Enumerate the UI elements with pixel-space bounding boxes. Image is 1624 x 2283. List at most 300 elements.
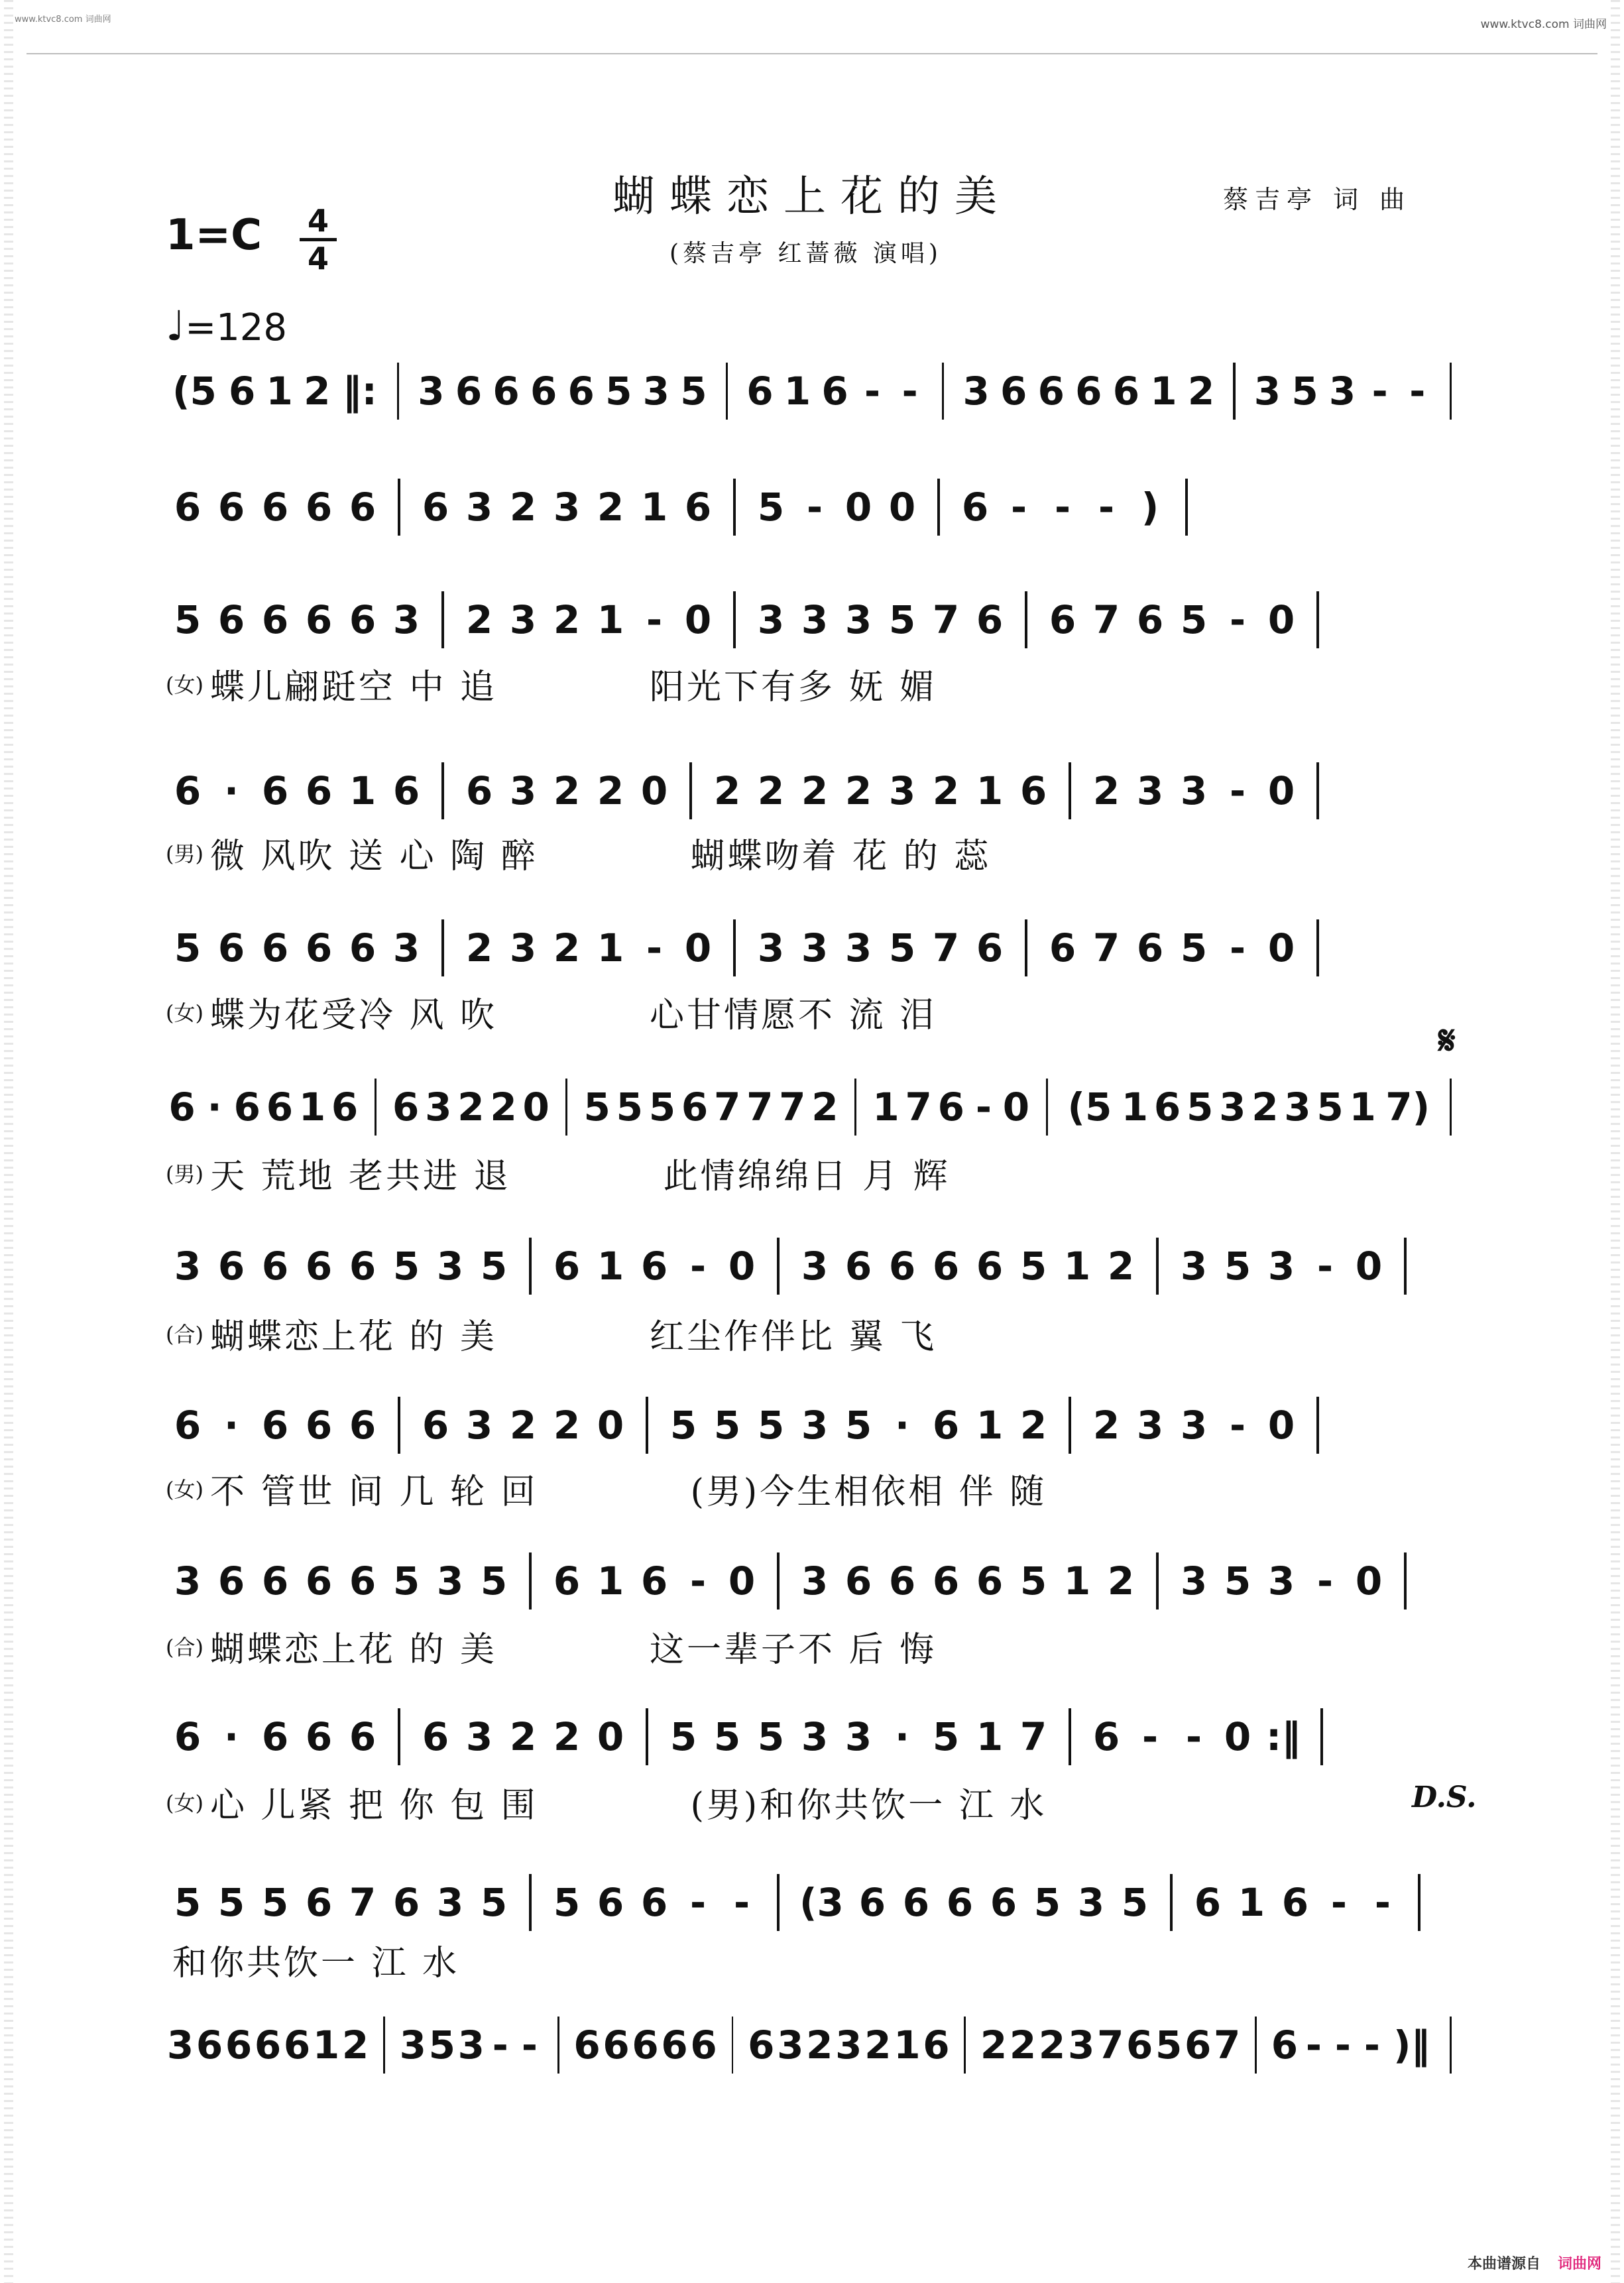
- note-token: 6: [902, 1880, 930, 1925]
- note-token: -: [1330, 1880, 1347, 1925]
- note-token: 2: [509, 485, 537, 530]
- bar-line: [398, 1708, 400, 1765]
- note-token: 6: [976, 597, 1004, 642]
- lyric-segment: 红尘作伴比 翼 飞: [650, 1317, 937, 1357]
- tempo-value: =128: [185, 306, 288, 349]
- note-token: 5: [888, 597, 916, 642]
- lyric-segment: 这一辈子不 后 悔: [650, 1629, 937, 1670]
- note-token: 6: [349, 1403, 377, 1448]
- note-token: 5: [480, 1558, 508, 1604]
- note-token: 2: [713, 768, 741, 813]
- note-token: 3: [436, 1558, 464, 1604]
- note-token: -: [864, 369, 881, 414]
- note-token: 3: [844, 597, 872, 642]
- note-token: 0: [1355, 1244, 1383, 1289]
- lyric-segment: 微 风吹 送 心 陶 醉: [209, 836, 538, 876]
- note-token: 6: [888, 1558, 916, 1604]
- notation-row: [166, 1236, 1465, 1296]
- lyric-segment: 此情绵绵日 月 辉: [663, 1156, 951, 1197]
- note-token: 6: [932, 1403, 960, 1448]
- notation-row: [166, 1077, 1465, 1137]
- note-token: 1: [1150, 369, 1177, 414]
- note-token: 7): [1385, 1084, 1430, 1130]
- note-token: ·: [223, 1403, 239, 1448]
- note-token: 5: [616, 1084, 643, 1130]
- note-token: ·: [894, 1714, 910, 1759]
- bar-line: [1316, 919, 1319, 976]
- note-token: 6: [946, 1880, 974, 1925]
- time-signature-bottom: 4: [307, 241, 329, 276]
- bar-line: [1156, 1238, 1159, 1295]
- note-token: 3: [392, 597, 420, 642]
- note-token: -: [1334, 2022, 1351, 2068]
- note-token: 6: [392, 1880, 420, 1925]
- note-token: 3: [166, 2022, 194, 2068]
- note-token: 6: [597, 1880, 624, 1925]
- note-token: 6: [937, 1084, 964, 1130]
- note-token: 6: [1019, 768, 1047, 813]
- note-token: 5: [553, 1880, 581, 1925]
- note-token: 5: [888, 925, 916, 970]
- note-token: 6: [1092, 1714, 1120, 1759]
- note-token: 3: [777, 2022, 804, 2068]
- note-token: 7: [713, 1084, 741, 1130]
- note-token: 0: [844, 485, 872, 530]
- note-token: 0: [1267, 597, 1295, 642]
- note-token: 3: [174, 1558, 202, 1604]
- lyric-segment: 天 荒地 老共进 退: [209, 1156, 511, 1197]
- left-edge-pattern: [4, 0, 13, 2283]
- note-token: 1: [597, 925, 624, 970]
- note-token: 3: [1328, 369, 1356, 414]
- note-token: 5: [174, 925, 202, 970]
- lyric-line: [166, 663, 1465, 707]
- note-token: 6: [455, 369, 483, 414]
- tempo-marking: [166, 302, 287, 350]
- note-token: 6: [923, 2022, 950, 2068]
- note-token: 6: [530, 369, 557, 414]
- note-token: -: [521, 2022, 538, 2068]
- note-token: 5: [757, 1714, 785, 1759]
- note-token: 0: [1267, 925, 1295, 970]
- note-token: 2: [1009, 2022, 1037, 2068]
- note-token: 5: [1180, 597, 1208, 642]
- quarter-note-icon: ♩: [166, 302, 186, 350]
- note-token: -: [646, 597, 663, 642]
- note-token: -: [689, 1880, 707, 1925]
- note-token: 2: [980, 2022, 1008, 2068]
- note-token: 6: [233, 1084, 261, 1130]
- note-token: 3: [436, 1880, 464, 1925]
- note-token: 7: [1019, 1714, 1047, 1759]
- note-token: 5: [757, 1403, 785, 1448]
- note-token: 6: [349, 485, 377, 530]
- note-token: 6: [844, 1244, 872, 1289]
- note-token: 7: [349, 1880, 377, 1925]
- note-token: 5: [680, 369, 707, 414]
- right-edge-pattern: [1611, 0, 1620, 2283]
- lyric-line: [166, 1152, 1465, 1197]
- lyric-segment: (男)和你共饮一 江 水: [690, 1785, 1047, 1826]
- bar-line: [1450, 1079, 1452, 1136]
- bar-line: [1320, 1708, 1323, 1765]
- bar-line: [1069, 1397, 1071, 1454]
- note-token: 1: [976, 1714, 1004, 1759]
- note-token: 6: [932, 1558, 960, 1604]
- note-token: 5: [392, 1558, 420, 1604]
- part-label: (男): [166, 1161, 203, 1187]
- note-token: 6: [1271, 2022, 1299, 2068]
- bar-line: [733, 479, 736, 536]
- footer-source: [1468, 2253, 1601, 2273]
- note-token: -: [1054, 485, 1071, 530]
- note-token: -: [492, 2022, 508, 2068]
- note-token: 1: [976, 768, 1004, 813]
- note-token: 1: [1121, 1084, 1149, 1130]
- note-token: 6: [1075, 369, 1102, 414]
- site-watermark-left[interactable]: www.ktvc8.com 词曲网: [15, 15, 111, 25]
- notation-row: [166, 1873, 1465, 1932]
- note-token: ‖:: [342, 369, 377, 414]
- notation-row: [166, 1707, 1465, 1767]
- note-token: 5: [1224, 1558, 1251, 1604]
- note-token: 2: [1019, 1403, 1047, 1448]
- note-token: 0: [597, 1714, 624, 1759]
- note-token: 2: [1092, 768, 1120, 813]
- note-token: 6: [990, 1880, 1017, 1925]
- note-token: 1: [783, 369, 811, 414]
- note-token: 0: [888, 485, 916, 530]
- bar-line: [1069, 762, 1071, 819]
- note-token: 0: [728, 1244, 756, 1289]
- note-token: 2: [806, 2022, 833, 2068]
- lyric-segment: 阳光下有多 妩 媚: [650, 667, 937, 707]
- singers-credit: (蔡吉亭 红蔷薇 演唱): [669, 240, 942, 267]
- note-token: 7: [932, 597, 960, 642]
- note-token: 1: [597, 597, 624, 642]
- note-token: 6: [261, 485, 289, 530]
- note-token: 1: [894, 2022, 921, 2068]
- lyric-line: [166, 1625, 1465, 1670]
- bar-line: [1450, 2017, 1452, 2074]
- note-token: 2: [1092, 1403, 1120, 1448]
- lyric-segment: 心 儿紧 把 你 包 围: [209, 1785, 538, 1826]
- note-token: 7: [746, 1084, 774, 1130]
- note-token: 1: [597, 1244, 624, 1289]
- note-token: 6: [392, 768, 420, 813]
- note-token: 5: [1180, 925, 1208, 970]
- note-token: 6: [681, 1084, 709, 1130]
- note-token: -: [689, 1244, 707, 1289]
- note-token: 2: [864, 2022, 892, 2068]
- note-token: 6: [174, 768, 202, 813]
- note-token: 3: [1136, 768, 1164, 813]
- note-token: 3: [1180, 1403, 1208, 1448]
- note-token: 6: [976, 925, 1004, 970]
- note-token: 6: [261, 1403, 289, 1448]
- note-token: ·: [223, 1714, 239, 1759]
- note-token: 3: [1136, 1403, 1164, 1448]
- bar-line: [529, 1238, 532, 1295]
- note-token: 6: [217, 1558, 245, 1604]
- lyric-segment: 蝶为花受冷 风 吹: [209, 995, 498, 1035]
- notation-row: [166, 2015, 1465, 2075]
- note-token: 3: [801, 1403, 829, 1448]
- note-token: 3: [1219, 1084, 1246, 1130]
- note-token: -: [1316, 1558, 1334, 1604]
- note-token: 6: [305, 1558, 333, 1604]
- note-token: 6: [1000, 369, 1027, 414]
- note-token: 2: [932, 768, 960, 813]
- part-label: (女): [166, 1000, 203, 1025]
- note-token: 3: [509, 597, 537, 642]
- note-token: 0: [1267, 1403, 1295, 1448]
- lyric-line: [166, 1313, 1465, 1357]
- note-token: 6: [225, 2022, 253, 2068]
- note-token: 0: [597, 1403, 624, 1448]
- note-token: 3: [436, 1244, 464, 1289]
- note-token: 6: [684, 485, 712, 530]
- notation-row: [166, 761, 1465, 821]
- note-token: 5: [1186, 1084, 1214, 1130]
- note-token: 6: [553, 1244, 581, 1289]
- dal-segno-mark: D.S.: [1412, 1781, 1477, 1814]
- top-rule: [27, 53, 1597, 54]
- note-token: 6: [349, 1244, 377, 1289]
- note-token: 1: [1349, 1084, 1376, 1130]
- note-token: 3: [553, 485, 581, 530]
- note-token: -: [1305, 2022, 1322, 2068]
- note-token: 0: [522, 1084, 550, 1130]
- note-token: 6: [932, 1244, 960, 1289]
- note-token: 6: [422, 485, 449, 530]
- note-token: -: [1098, 485, 1115, 530]
- note-token: 5: [1033, 1880, 1061, 1925]
- note-token: 2: [304, 369, 331, 414]
- note-token: 6: [305, 1403, 333, 1448]
- note-token: 0: [1224, 1714, 1251, 1759]
- note-token: 3: [418, 369, 445, 414]
- bar-line: [733, 919, 736, 976]
- bar-line: [1025, 919, 1027, 976]
- note-token: :‖: [1266, 1714, 1301, 1759]
- note-token: 5: [713, 1714, 741, 1759]
- note-token: 2: [811, 1084, 839, 1130]
- note-token: 6: [1153, 1084, 1181, 1130]
- note-token: 3: [642, 369, 670, 414]
- note-token: -: [1409, 369, 1426, 414]
- note-token: 5: [392, 1244, 420, 1289]
- note-token: 6: [1185, 2022, 1212, 2068]
- note-token: 5: [174, 597, 202, 642]
- note-token: 5: [669, 1714, 697, 1759]
- note-token: 6: [976, 1244, 1004, 1289]
- bar-line: [565, 1079, 567, 1136]
- note-token: 7: [1092, 925, 1120, 970]
- note-token: 6: [266, 1084, 294, 1130]
- note-token: -: [1363, 2022, 1380, 2068]
- note-token: 6: [632, 2022, 659, 2068]
- note-token: 6: [493, 369, 520, 414]
- note-token: 6: [603, 2022, 630, 2068]
- lyric-line: [166, 1781, 1465, 1826]
- note-token: 5: [261, 1880, 289, 1925]
- note-token: 3: [1253, 369, 1281, 414]
- note-token: 2: [801, 768, 829, 813]
- bar-line: [1185, 479, 1188, 536]
- site-watermark-right[interactable]: www.ktvc8.com 词曲网: [1480, 18, 1607, 31]
- note-token: 3: [1180, 1558, 1208, 1604]
- note-token: 1: [349, 768, 377, 813]
- note-token: 6: [1049, 925, 1076, 970]
- note-token: 6: [422, 1403, 449, 1448]
- notation-row: [166, 477, 1465, 537]
- note-token: 6: [305, 597, 333, 642]
- lyric-segment: 蝴蝶吻着 花 的 蕊: [690, 836, 992, 876]
- note-token: 3: [1267, 1558, 1295, 1604]
- note-token: 3: [509, 925, 537, 970]
- note-token: 6: [217, 597, 245, 642]
- note-token: 1: [312, 2022, 340, 2068]
- note-token: -: [1141, 1714, 1159, 1759]
- note-token: 5: [1291, 369, 1318, 414]
- note-token: 5: [1316, 1084, 1344, 1130]
- note-token: 2: [553, 768, 581, 813]
- note-token: 5: [428, 2022, 455, 2068]
- bar-line: [733, 591, 736, 648]
- note-token: -: [1010, 485, 1027, 530]
- note-token: 6: [844, 1558, 872, 1604]
- note-token: 6: [640, 1558, 668, 1604]
- note-token: 6: [217, 1244, 245, 1289]
- note-token: (3: [799, 1880, 844, 1925]
- note-token: 1: [266, 369, 293, 414]
- note-token: 6: [261, 1714, 289, 1759]
- note-token: 6: [640, 1880, 668, 1925]
- note-token: -: [1229, 925, 1246, 970]
- note-token: 6: [821, 369, 848, 414]
- bar-line: [375, 1079, 377, 1136]
- note-token: 6: [174, 1403, 202, 1448]
- notation-row: [166, 918, 1465, 978]
- note-token: 2: [509, 1714, 537, 1759]
- note-token: 3: [1180, 1244, 1208, 1289]
- note-token: 6: [1136, 597, 1164, 642]
- note-token: 2: [1107, 1558, 1135, 1604]
- note-token: 2: [1187, 369, 1215, 414]
- note-token: 1: [298, 1084, 326, 1130]
- part-label: (合): [166, 1322, 203, 1347]
- note-token: 6: [422, 1714, 449, 1759]
- note-token: 3: [801, 1558, 829, 1604]
- note-token: 3: [465, 1403, 493, 1448]
- part-label: (男): [166, 841, 203, 866]
- note-token: ·: [894, 1403, 910, 1448]
- note-token: 6: [465, 768, 493, 813]
- note-token: ·: [223, 768, 239, 813]
- notation-row: [166, 361, 1465, 421]
- note-token: 6: [261, 1244, 289, 1289]
- note-token: 7: [932, 925, 960, 970]
- bar-line: [726, 363, 728, 420]
- bar-line: [646, 1397, 648, 1454]
- note-token: 3: [1077, 1880, 1105, 1925]
- notation-row: [166, 1551, 1465, 1611]
- bar-line: [1233, 363, 1235, 420]
- note-token: 2: [490, 1084, 517, 1130]
- bar-line: [383, 2017, 385, 2074]
- note-token: 6: [1049, 597, 1076, 642]
- note-token: -: [1229, 1403, 1246, 1448]
- note-token: 6: [174, 485, 202, 530]
- note-token: 7: [779, 1084, 806, 1130]
- bar-line: [1025, 591, 1027, 648]
- note-token: -: [733, 1880, 750, 1925]
- note-token: 2: [1038, 2022, 1066, 2068]
- lyric-segment: 和你共饮一 江 水: [172, 1943, 460, 1983]
- note-token: 6: [196, 2022, 223, 2068]
- note-token: 7: [905, 1084, 932, 1130]
- note-token: -: [689, 1558, 707, 1604]
- note-token: 3: [392, 925, 420, 970]
- note-token: 0: [640, 768, 668, 813]
- note-token: 0: [1355, 1558, 1383, 1604]
- note-token: 2: [457, 1084, 485, 1130]
- note-token: -: [1229, 597, 1246, 642]
- note-token: 5: [844, 1403, 872, 1448]
- bar-line: [854, 1079, 856, 1136]
- footer-site-link[interactable]: 词曲网: [1557, 2256, 1601, 2272]
- note-token: 3: [174, 1244, 202, 1289]
- bar-line: [441, 919, 444, 976]
- bar-line: [398, 479, 400, 536]
- note-token: 6: [349, 925, 377, 970]
- note-token: 6: [690, 2022, 717, 2068]
- note-token: -: [1371, 369, 1388, 414]
- note-token: 3: [801, 597, 829, 642]
- time-signature-top: 4: [307, 203, 329, 239]
- note-token: 7: [1096, 2022, 1124, 2068]
- note-token: 6: [349, 597, 377, 642]
- song-title: 蝴蝶恋上花的美: [612, 172, 1012, 221]
- note-token: 6: [640, 1244, 668, 1289]
- note-token: 6: [1194, 1880, 1222, 1925]
- note-token: 2: [509, 1403, 537, 1448]
- bar-line: [732, 2017, 734, 2074]
- note-token: 6: [349, 1714, 377, 1759]
- note-token: 6: [1037, 369, 1065, 414]
- bar-line: [557, 2017, 559, 2074]
- note-token: 5: [480, 1880, 508, 1925]
- note-token: 5: [1155, 2022, 1183, 2068]
- note-token: 3: [757, 597, 785, 642]
- bar-line: [646, 1708, 648, 1765]
- bar-line: [777, 1552, 780, 1610]
- note-token: 2: [844, 768, 872, 813]
- note-token: 6: [254, 2022, 282, 2068]
- bar-line: [1069, 1708, 1071, 1765]
- note-token: 5: [932, 1714, 960, 1759]
- note-token: 6: [746, 369, 774, 414]
- footer-source-text: 本曲谱源自: [1467, 2256, 1540, 2272]
- note-token: (5: [172, 369, 217, 414]
- note-token: ): [1141, 485, 1159, 530]
- note-token: 3: [1067, 2022, 1095, 2068]
- note-token: 2: [757, 768, 785, 813]
- bar-line: [777, 1874, 780, 1931]
- lyric-line: [166, 832, 1465, 876]
- note-token: 6: [168, 1084, 196, 1130]
